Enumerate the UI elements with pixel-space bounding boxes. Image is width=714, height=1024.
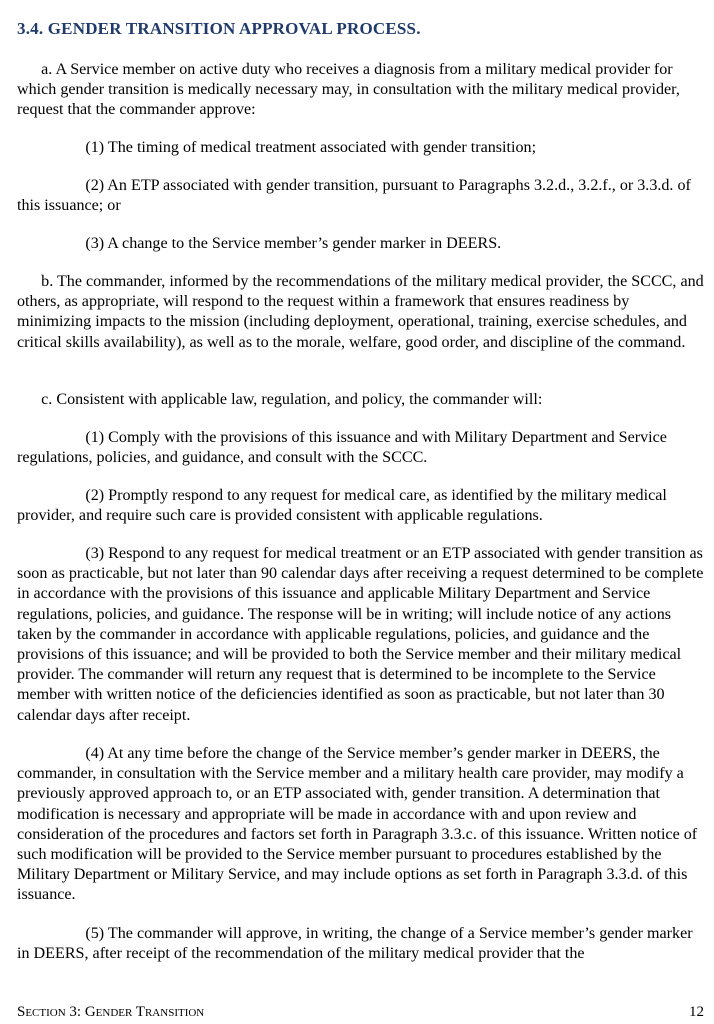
- section-heading: 3.4. GENDER TRANSITION APPROVAL PROCESS.: [17, 19, 421, 38]
- paragraph-a-3: (3) A change to the Service member’s gender marker in DEERS.: [17, 235, 502, 252]
- paragraph-c-3: (3) Respond to any request for medical treatment or an ETP associated with gender transition as soon as practicable, but not later than 90 calendar days after receiving a request determined to be complete in accordance with the provisions of this issuance and applicable Military Department and Service regulations, policies, and guidance. The response will be in writing; will include notice of any actions taken by the commander in accordance with applicable regulations, policies, and guidance and the provisions of this issuance; and will be provided to both the Service member and their military medical provider. The commander will return any request that is determined to be incomplete to the Service member with written notice of the deficiencies identified as soon as practicable, but not later than 30 calendar days after receipt.: [17, 545, 704, 724]
- paragraph-a-2: (2) An ETP associated with gender transition, pursuant to Paragraphs 3.2.d., 3.2.f., or 3.3.d. of this issuance; or: [17, 177, 691, 215]
- footer-page-number: 12: [689, 1004, 704, 1020]
- paragraph-c-4: (4) At any time before the change of the Service member’s gender marker in DEERS, the commander, in consultation with the Service member and a military health care provider, may modify a previously approved approach to, or an ETP associated with, gender transition. A determination that modification is necessary and appropriate will be made in accordance with and upon review and consideration of the procedures and factors set forth in Paragraph 3.3.c. of this issuance. Written notice of such modification will be provided to the Service member pursuant to procedures established by the Military Department or Military Service, and may include options as set forth in Paragraph 3.3.d. of this issuance.: [17, 745, 698, 904]
- paragraph-c-1: (1) Comply with the provisions of this issuance and with Military Department and Service regulations, policies, and guidance, and consult with the SCCC.: [17, 429, 667, 467]
- paragraph-c-2: (2) Promptly respond to any request for medical care, as identified by the military medical provider, and require such care is provided consistent with applicable regulations.: [17, 487, 667, 525]
- paragraph-a: a. A Service member on active duty who receives a diagnosis from a military medical provider for which gender transition is medically necessary may, in consultation with the military medical provider, request that the commander approve:: [17, 61, 680, 119]
- paragraph-c: c. Consistent with applicable law, regulation, and policy, the commander will:: [17, 391, 543, 408]
- paragraph-b: b. The commander, informed by the recommendations of the military medical provider, the SCCC, and others, as appropriate, will respond to the request within a framework that ensures readiness by minimizing impacts to the mission (including deployment, operational, training, exercise schedules, and critical skills availability), as well as to the morale, welfare, good order, and discipline of the command.: [17, 273, 704, 351]
- footer-section-label: Section 3: Gender Transition: [17, 1004, 205, 1020]
- paragraph-c-5: (5) The commander will approve, in writing, the change of a Service member’s gender marker in DEERS, after receipt of the recommendation of the military medical provider that the: [17, 925, 693, 963]
- paragraph-a-1: (1) The timing of medical treatment associated with gender transition;: [17, 139, 537, 156]
